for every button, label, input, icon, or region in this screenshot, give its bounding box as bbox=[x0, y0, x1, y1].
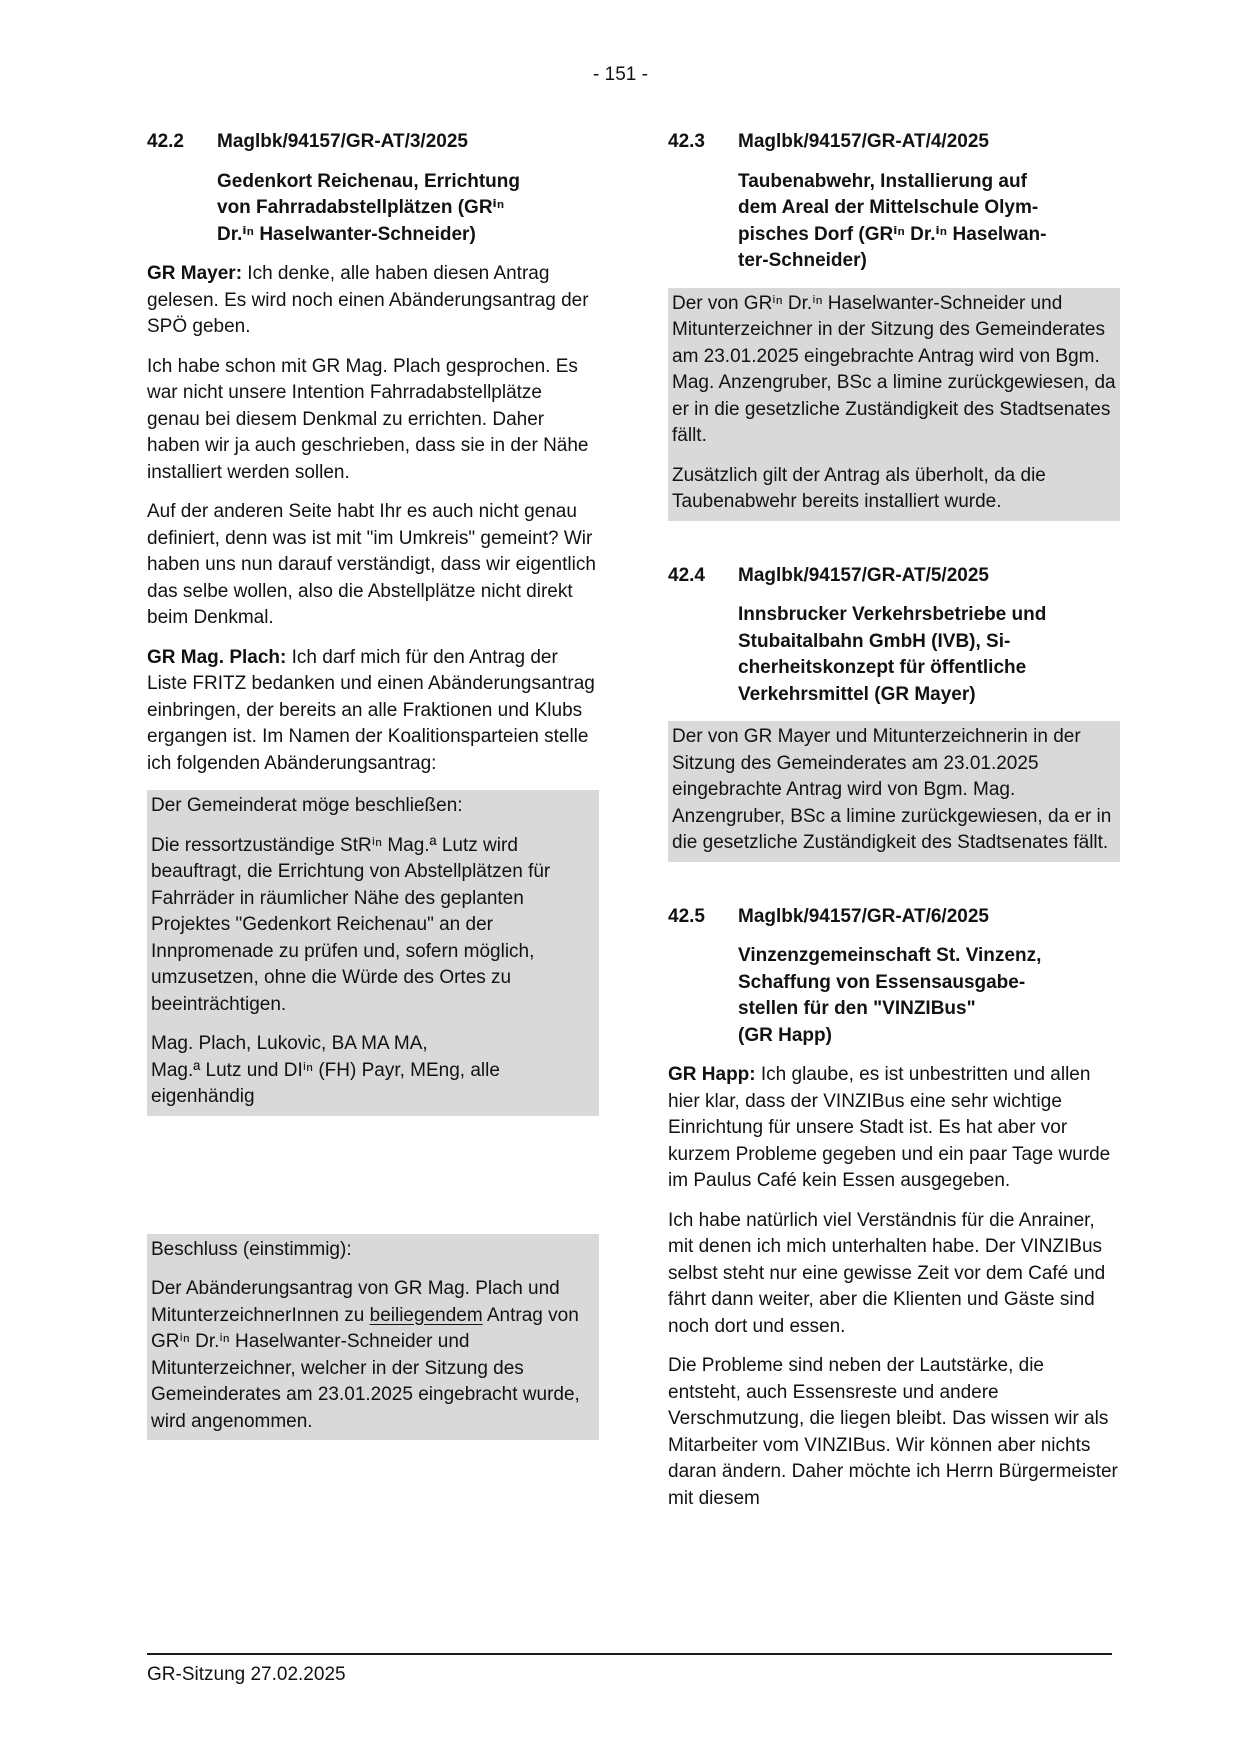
section-number: 42.2 bbox=[147, 131, 184, 152]
motion-signatures bbox=[151, 1031, 596, 1111]
section-title-line: Schaffung von Essensausgabe- bbox=[738, 971, 1026, 993]
section-title-line: pisches Dorf (GRⁱⁿ Dr.ⁱⁿ Haselwan- bbox=[738, 223, 1047, 245]
section-title-line: Taubenabwehr, Installierung auf bbox=[738, 170, 1027, 192]
section-42-4 bbox=[668, 563, 1120, 862]
section-42-3 bbox=[668, 129, 1120, 521]
section-heading bbox=[668, 904, 1120, 931]
section-number: 42.4 bbox=[668, 564, 705, 586]
section-reference: Maglbk/94157/GR-AT/4/2025 bbox=[738, 131, 989, 152]
decision-text-pre: Der Abänderungsantrag von GR Mag. Plach und MitunterzeichnerInnen zu bbox=[151, 1278, 560, 1326]
speech-paragraph bbox=[147, 645, 599, 778]
section-42-2 bbox=[147, 129, 599, 1440]
section-heading bbox=[668, 563, 1120, 590]
section-title-line: Stubaitalbahn GmbH (IVB), Si- bbox=[738, 630, 1011, 652]
speech-text: Ich denke, alle haben diesen Antrag gelesen. Es wird noch einen Abänderungsantrag der SPÖ geben. bbox=[147, 263, 589, 337]
section-title-line: (GR Happ) bbox=[738, 1024, 832, 1046]
decision-box bbox=[147, 1234, 599, 1441]
motion-box bbox=[147, 790, 599, 1116]
speech-paragraph bbox=[668, 1062, 1120, 1195]
section-title-line: Gedenkort Reichenau, Errichtung bbox=[217, 170, 520, 192]
section-title-line: stellen für den "VINZIBus" bbox=[738, 998, 976, 1019]
section-42-5 bbox=[668, 904, 1120, 1513]
signature-line: Mag.ª Lutz und DIⁱⁿ (FH) Payr, MEng, alle eigenhändig bbox=[151, 1059, 500, 1107]
section-title bbox=[738, 943, 1120, 1049]
section-number: 42.5 bbox=[668, 905, 705, 927]
speaker-name: GR Mag. Plach: bbox=[147, 646, 287, 668]
paragraph: Auf der anderen Seite habt Ihr es auch nicht genau definiert, denn was ist mit "im Umkreis" gemeint? Wir haben uns nun darauf verständigt, dass wir eigentlich das selbe wollen, also die Abstellplätze nicht direkt beim Denkmal. bbox=[147, 501, 596, 628]
section-heading bbox=[668, 129, 1120, 156]
motion-heading: Der Gemeinderat möge beschließen: bbox=[151, 795, 463, 816]
paragraph: Die Probleme sind neben der Lautstärke, die entsteht, auch Essensreste und andere Verschmutzung, die liegen bleibt. Das wissen wir als Mitarbeiter vom VINZIBus. Wir können aber nichts daran ändern. Daher möchte ich Herrn Bürgermeister mit diesem bbox=[668, 1355, 1118, 1509]
paragraph: Ich habe natürlich viel Verständnis für die Anrainer, mit denen ich mich unterhalten habe. Der VINZIBus selbst steht nur eine gewisse Zeit vor dem Café und fährt dann weiter, aber die Klienten und Gäste sind noch dort und essen. bbox=[668, 1209, 1106, 1337]
section-title-line: ter-Schneider) bbox=[738, 250, 867, 271]
section-title-line: Vinzenzgemeinschaft St. Vinzenz, bbox=[738, 945, 1042, 966]
section-reference: Maglbk/94157/GR-AT/3/2025 bbox=[217, 131, 468, 152]
ruling-text: Zusätzlich gilt der Antrag als überholt, da die Taubenabwehr bereits installiert wurde. bbox=[672, 464, 1046, 512]
decision-text-post: Antrag von GRⁱⁿ Dr.ⁱⁿ Haselwanter-Schneider und Mitunterzeichner, welcher in der Sitzung des Gemeinderates am 23.01.2025 eingebracht wurde, wird angenommen. bbox=[151, 1304, 580, 1432]
speech-text: Ich glaube, es ist unbestritten und allen hier klar, dass der VINZIBus eine sehr wichtige Einrichtung für unsere Stadt ist. Es hat aber vor kurzem Probleme gegeben und ein paar Tage wurde im Paulus Café kein Essen ausgegeben. bbox=[668, 1064, 1111, 1191]
ruling-text: Der von GR Mayer und Mitunterzeichnerin in der Sitzung des Gemeinderates am 23.01.2025 eingebrachte Antrag wird von Bgm. Mag. Anzengruber, BSc a limine zurückgewiesen, da er in die gesetzliche Zuständigkeit des Stadtsenates fällt. bbox=[672, 726, 1112, 853]
column-right bbox=[668, 129, 1120, 1525]
ruling-box bbox=[668, 721, 1120, 862]
section-title bbox=[738, 169, 1120, 275]
section-reference: Maglbk/94157/GR-AT/6/2025 bbox=[738, 905, 989, 927]
section-title-line: Innsbrucker Verkehrsbetriebe und bbox=[738, 604, 1047, 625]
page-number: - 151 - bbox=[593, 64, 648, 85]
section-reference: Maglbk/94157/GR-AT/5/2025 bbox=[738, 564, 989, 586]
speaker-name: GR Mayer: bbox=[147, 263, 243, 284]
ruling-box bbox=[668, 288, 1120, 521]
section-title bbox=[217, 169, 599, 249]
section-title-line: Verkehrsmittel (GR Mayer) bbox=[738, 683, 976, 705]
signature-line: Mag. Plach, Lukovic, BA MA MA, bbox=[151, 1033, 428, 1054]
motion-text: Die ressortzuständige StRⁱⁿ Mag.ª Lutz wird beauftragt, die Errichtung von Abstellplätzen für Fahrräder in räumlicher Nähe des geplanten Projektes "Gedenkort Reichenau" an der Innpromenade zu prüfen und, sofern möglich, umzusetzen, ohne die Würde des Ortes zu beeinträchtigen. bbox=[151, 834, 551, 1015]
section-title-line: dem Areal der Mittelschule Olym- bbox=[738, 197, 1039, 218]
section-number: 42.3 bbox=[668, 131, 705, 152]
ruling-text: Der von GRⁱⁿ Dr.ⁱⁿ Haselwanter-Schneider und Mitunterzeichner in der Sitzung des Gemeinderates am 23.01.2025 eingebrachte Antrag wird von Bgm. Mag. Anzengruber, BSc a limine zurückgewiesen, da er in die gesetzliche Zuständigkeit des Stadtsenates fällt. bbox=[672, 292, 1116, 446]
decision-text bbox=[151, 1276, 596, 1435]
footer-divider bbox=[147, 1653, 1112, 1655]
section-title-line: cherheitskonzept für öffentliche bbox=[738, 657, 1027, 678]
decision-text-underlined: beiliegendem bbox=[369, 1304, 483, 1326]
section-heading bbox=[147, 129, 599, 156]
speaker-name: GR Happ: bbox=[668, 1064, 756, 1085]
speech-text: Ich darf mich für den Antrag der Liste FRITZ bedanken und einen Abänderungsantrag einbringen, der bereits an alle Fraktionen und Klubs ergangen ist. Im Namen der Koalitionsparteien stelle ich folgenden Abänderungsantrag: bbox=[147, 646, 595, 774]
column-left bbox=[147, 129, 599, 1453]
paragraph: Ich habe schon mit GR Mag. Plach gesprochen. Es war nicht unsere Intention Fahrradabstellplätze genau bei diesem Denkmal zu errichten. Daher haben wir ja auch geschrieben, dass sie in der Nähe installiert werden sollen. bbox=[147, 355, 589, 483]
footer-text: GR-Sitzung 27.02.2025 bbox=[147, 1664, 346, 1685]
section-title bbox=[738, 602, 1120, 708]
speech-paragraph bbox=[147, 261, 599, 341]
section-title-line: von Fahrradabstellplätzen (GRⁱⁿ bbox=[217, 197, 505, 218]
decision-heading: Beschluss (einstimmig): bbox=[151, 1238, 352, 1260]
section-title-line: Dr.ⁱⁿ Haselwanter-Schneider) bbox=[217, 223, 476, 245]
